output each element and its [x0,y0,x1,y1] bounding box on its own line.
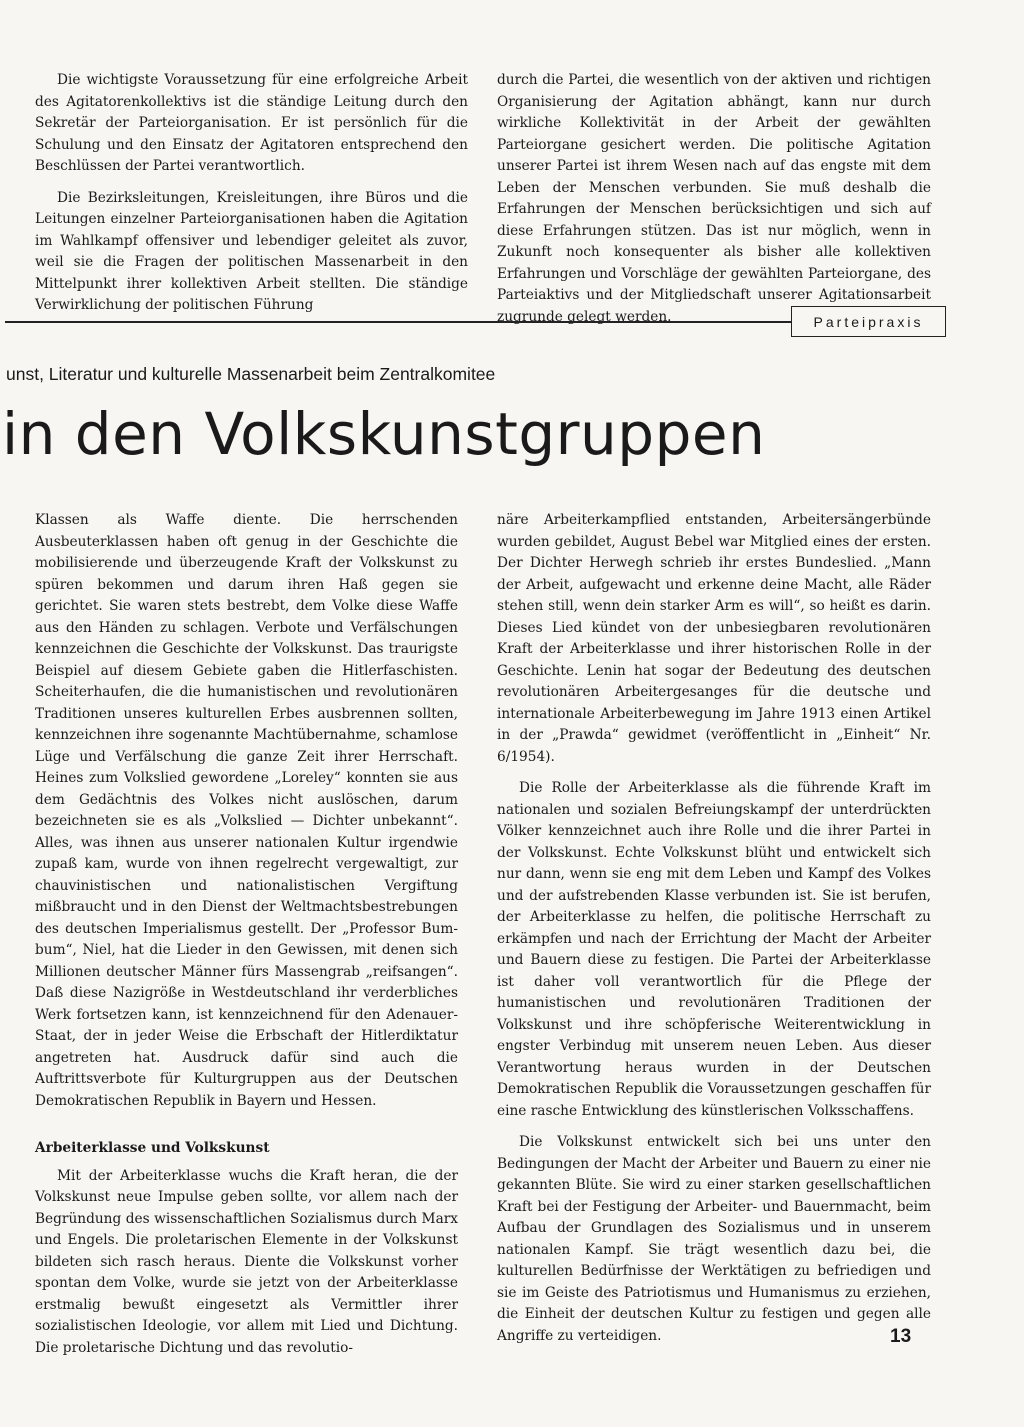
paragraph: durch die Partei, die wesentlich von der aktiven und richtigen Organisierung der Agitation abhängt, kann nur durch wirkliche Kollektivität in der Arbeit der gewählten Parteiorgane gesichert werden. Die politische Agitation unserer Partei ist ihrem Wesen nach auf das engste mit dem Leben der Menschen verbunden. Sie muß deshalb die Erfahrungen der Menschen berücksichtigen und sich auf diese Erfahrungen stützen. Das ist nur möglich, wenn in Zukunft noch konsequenter als bisher alle kollektiven Erfahrungen und Vorschläge der gewählten Parteiorgane, des Parteiaktivs und der Mitgliedschaft unserer Agitationsarbeit zugrunde gelegt werden. [497,72,931,325]
main-left-column [35,510,458,1369]
article-kicker: unst, Literatur und kulturelle Massenarbeit beim Zentralkomitee [6,364,496,384]
paragraph: Klassen als Waffe diente. Die herrschenden Ausbeuterklassen haben oft genug in der Geschichte die mobilisierende und überzeugende Kraft der Volkskunst zu spüren bekommen und darum ihren Haß gegen sie gerichtet. Sie waren stets bestrebt, dem Volke diese Waffe aus den Händen zu schlagen. Verbote und Verfälschungen kennzeichnen die Geschichte der Volkskunst. Das traurigste Beispiel auf diesem Gebiete gaben die Hitlerfaschisten. Scheiterhaufen, die die humanistischen und revolutionären Traditionen unseres kulturellen Erbes ausbrennen sollten, kennzeichnen ihre sogenannte Machtübernahme, schamlose Lüge und Verfälschung die ganze Zeit ihrer Herrschaft. Heines zum Volkslied gewordene „Loreley“ konnten sie aus dem Gedächtnis des Volkes nicht auslöschen, darum bezeichneten sie es als „Volkslied — Dichter unbekannt“. Alles, was ihnen aus unserer nationalen Kultur irgendwie zupaß kam, wurde von ihnen regelrecht vergewaltigt, zur chauvinistischen und nationalistischen Vergiftung mißbraucht und in den Dienst der Weltmachtsbestrebungen des deutschen Imperialismus gestellt. Der „Professor Bum-bum“, Niel, hat die Lieder in den Gewissen, mit denen sich Millionen deutscher Männer fürs Massengrab „reifsangen“. Daß diese Nazigröße in Westdeutschland ihr verderbliches Werk fortsetzen kann, ist kennzeichnend für den Adenauer-Staat, der in jeder Weise die Erbschaft der Hitlerdiktatur angetreten hat. Ausdruck dafür sind auch die Auftrittsverbote für Kulturgruppen aus der Deutschen Demokratischen Republik in Bayern und Hessen. [35,512,458,1109]
paragraph: Die wichtigste Voraussetzung für eine erfolgreiche Arbeit des Agitatorenkollektivs ist die ständige Leitung durch den Sekretär der Parteiorganisation. Er ist persönlich für die Schulung und den Einsatz der Agitatoren entsprechend den Beschlüssen der Partei verantwortlich. [35,72,468,174]
article-headline: in den Volkskunstgruppen [2,400,766,468]
page-number: 13 [890,1326,912,1347]
top-right-column [497,70,931,338]
paragraph: Die Volkskunst entwickelt sich bei uns unter den Bedingungen der Macht der Arbeiter und Bauern zu einer nie gekannten Blüte. Sie wird zu einer starken gesellschaftlichen Kraft bei der Festigung der Arbeiter- und Bauernmacht, beim Aufbau der Grundlagen des Sozialismus und in unserem nationalen Kampf. Sie trägt wesentlich dazu bei, die kulturellen Bedürfnisse der Werktätigen zu befriedigen und sie im Geiste des Patriotismus und Humanismus zu erziehen, die Einheit der deutschen Kultur zu festigen und gegen alle Angriffe zu verteidigen. [497,1134,931,1344]
paragraph: Die Bezirksleitungen, Kreisleitungen, ihre Büros und die Leitungen einzelner Parteiorganisationen haben die Agitation im Wahlkampf offensiver und lebendiger geleitet als zuvor, weil sie die Fragen der politischen Massenarbeit in den Mittelpunkt ihrer kollektiven Arbeit stellten. Die ständige Verwirklichung der politischen Führung [35,189,468,313]
paragraph: Mit der Arbeiterklasse wuchs die Kraft heran, die der Volkskunst neue Impulse geben sollte, vor allem nach der Begründung des wissenschaftlichen Sozialismus durch Marx und Engels. Die proletarischen Elemente in der Volkskunst bildeten sich rasch heraus. Diente die Volkskunst vorher spontan dem Volke, wurde sie jetzt von der Arbeiterklasse erstmalig bewußt eingesetzt als Vermittler ihrer sozialistischen Ideologie, vor allem mit Lied und Dichtung. Die proletarische Dichtung und das revolutio- [35,1167,458,1356]
top-left-column [35,70,468,327]
subheading: Arbeiterklasse und Volkskunst [35,1140,270,1156]
section-label: Parteipraxis [791,306,946,337]
section-divider [5,321,791,323]
paragraph: Die Rolle der Arbeiterklasse als die führende Kraft im nationalen und sozialen Befreiungskampf der unterdrückten Völker kennzeichnet auch ihre Rolle und die ihrer Partei in der Volkskunst. Echte Volkskunst blüht und entwickelt sich nur dann, wenn sie eng mit dem Leben und Kampf des Volkes und der aufstrebenden Klasse verbunden ist. Sie ist berufen, der Arbeiterklasse zu helfen, die politische Herrschaft zu erkämpfen und nach der Errichtung der Macht der Arbeiter und Bauern diese zu festigen. Die Partei der Arbeiterklasse ist daher voll verantwortlich für die Pflege der humanistischen und revolutionären Traditionen der Volkskunst und ihre schöpferische Weiterentwicklung in engster Verbindug mit unserem neuen Leben. Aus dieser Verantwortung heraus wurden in der Deutschen Demokratischen Republik die Voraussetzungen geschaffen für eine rasche Entwicklung des künstlerischen Volksschaffens. [497,780,931,1119]
paragraph: näre Arbeiterkampflied entstanden, Arbeitersängerbünde wurden gebildet, August Bebel war Mitglied eines der ersten. Der Dichter Herwegh schrieb ihr erstes Bundeslied. „Mann der Arbeit, aufgewacht und erkenne deine Macht, alle Räder stehen still, wenn dein starker Arm es will“, so heißt es darin. Dieses Lied kündet von der unbesiegbaren revolutionären Kraft der Arbeiterklasse und ihrer historischen Rolle in der Geschichte. Lenin hat sogar der Bedeutung des deutschen revolutionären Arbeitergesanges für die deutsche und internationale Arbeiterbewegung im Jahre 1913 einen Artikel in der „Prawda“ gewidmet (veröffentlicht in „Einheit“ Nr. 6/1954). [497,512,931,765]
main-right-column [497,510,931,1357]
